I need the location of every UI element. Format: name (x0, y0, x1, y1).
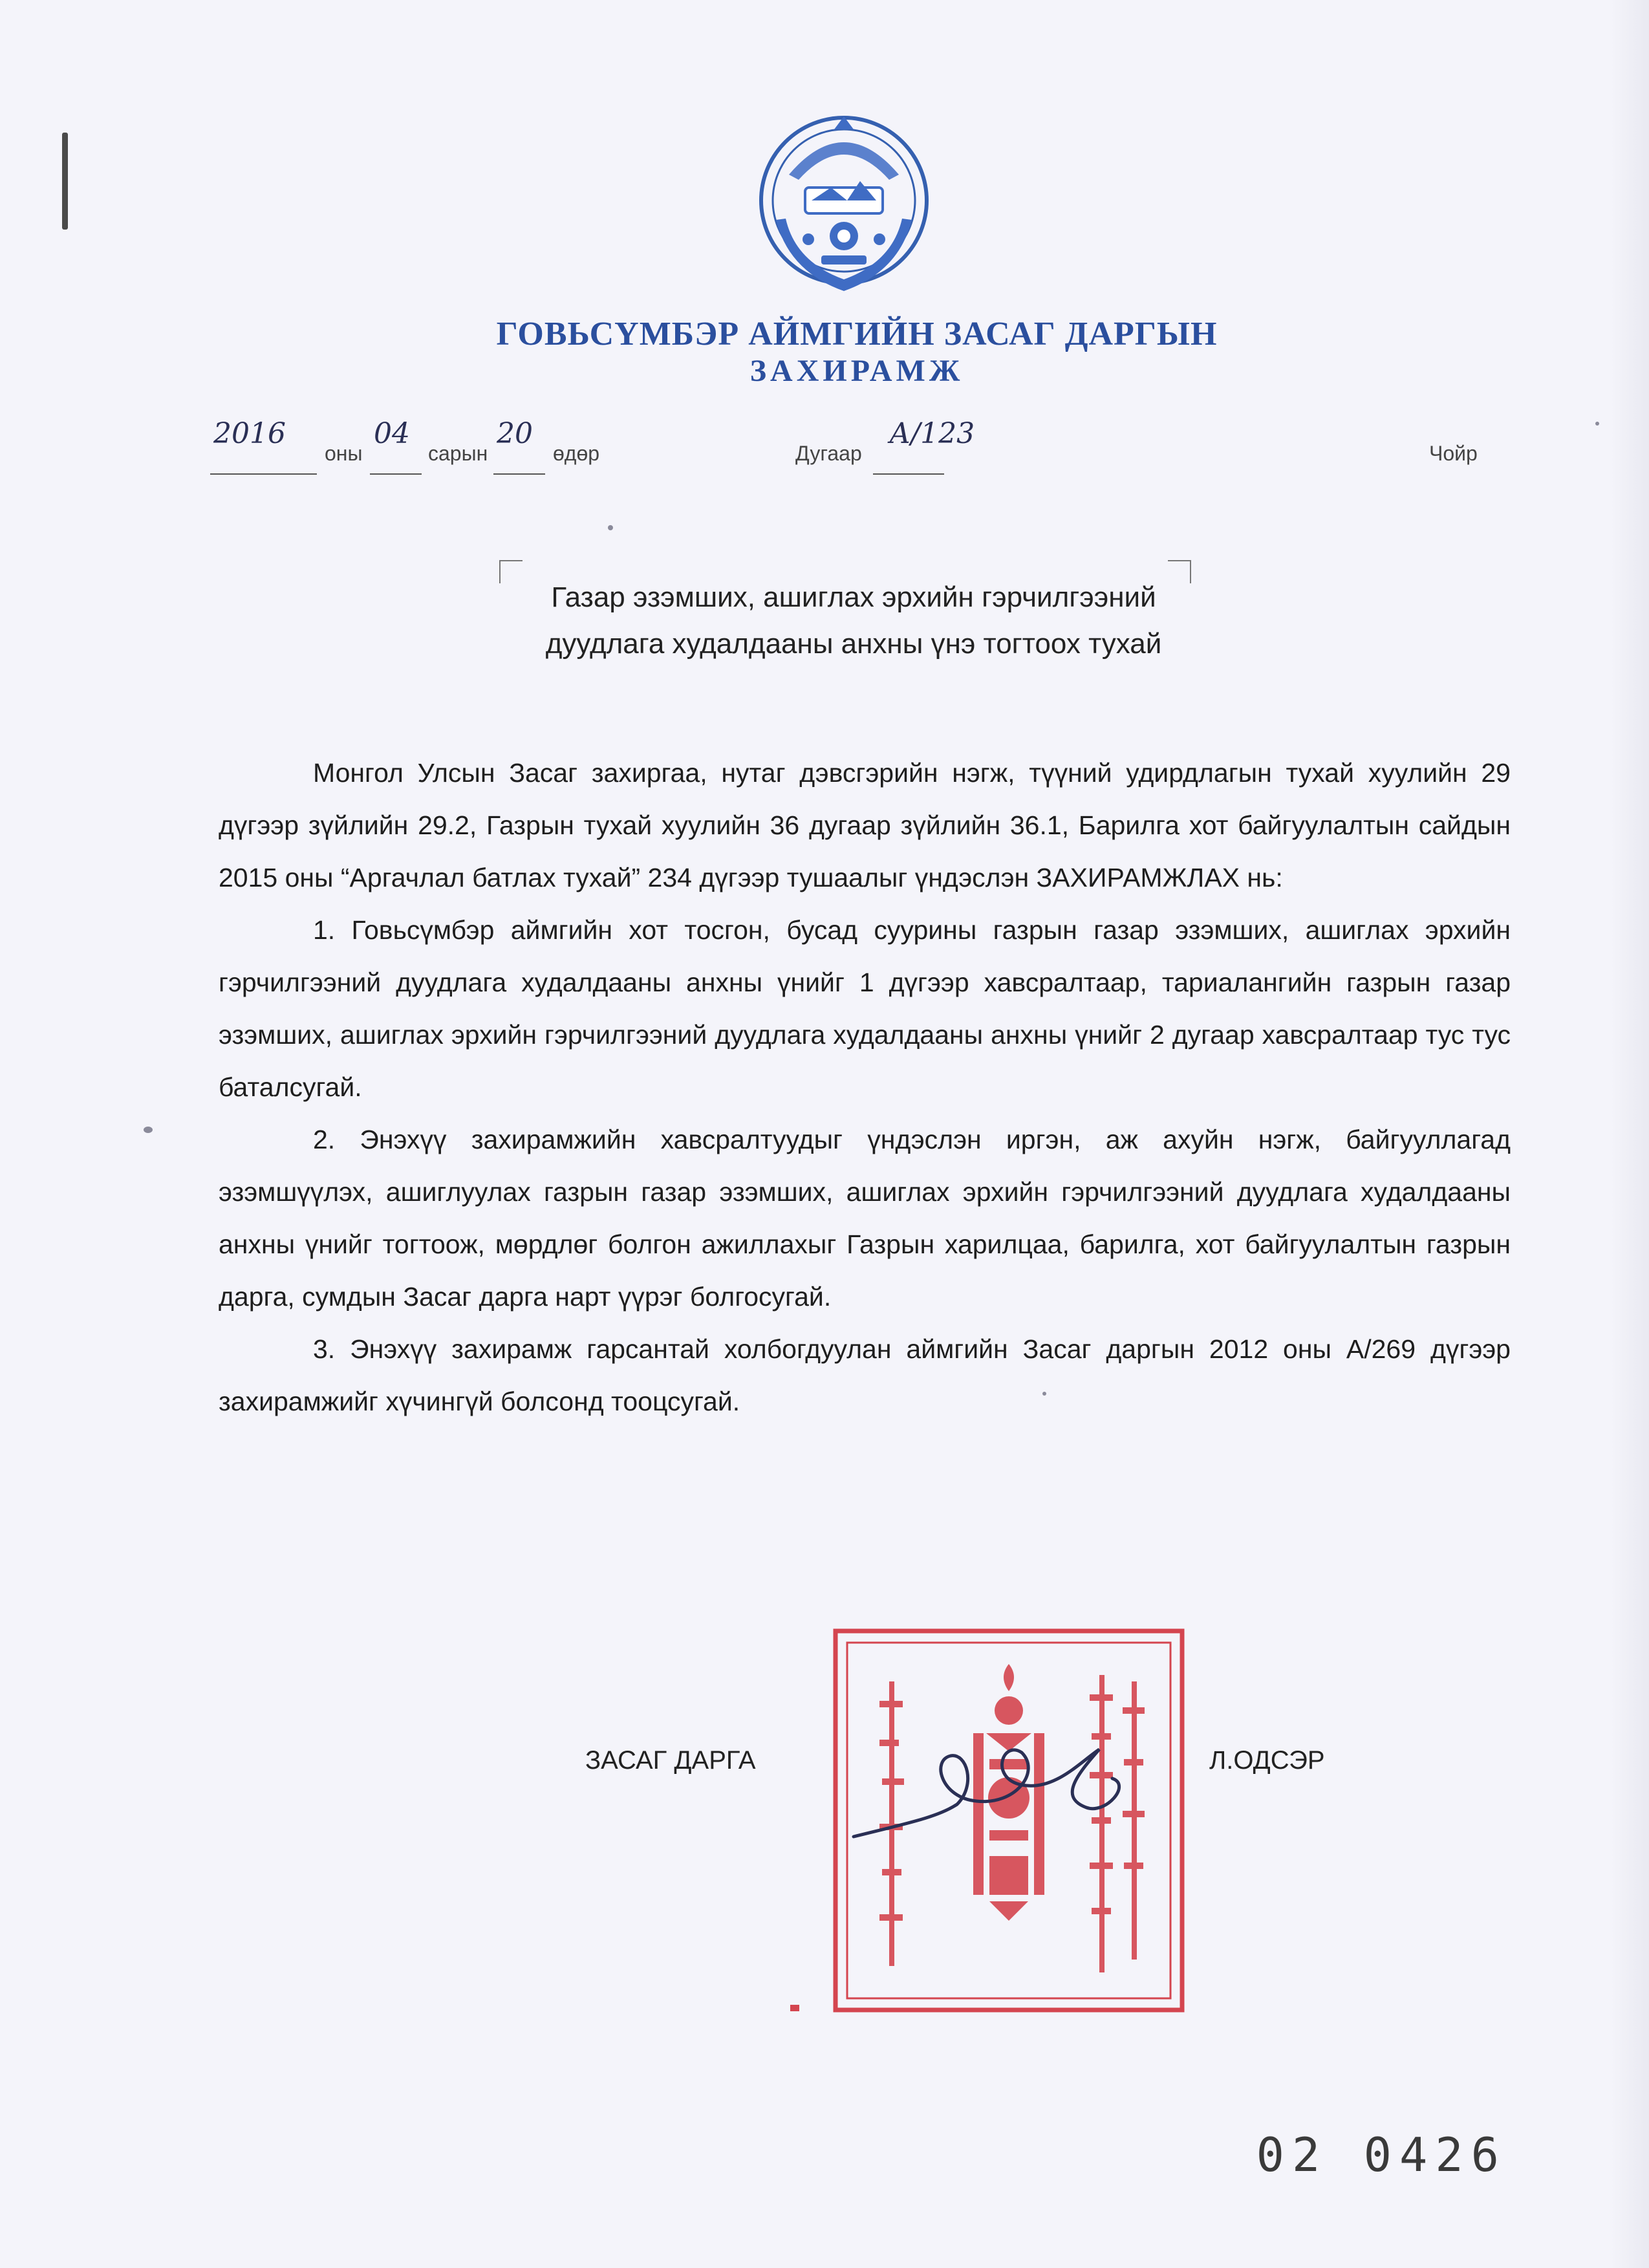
preamble-paragraph: Монгол Улсын Засаг захиргаа, нутаг дэвсгэрийн нэгж, түүний удирдлагын тухай хуулийн 29 дүгээр зүйлийн 29.2, Газрын тухай хуулийн 36 дугаар зүйлийн 36.1, Барилга хот байгуулалтын сайдын 2015 оны “Аргачлал батлах тухай” 234 дүгээр тушаалыг үндэслэн ЗАХИРАМЖЛАХ нь: (219, 758, 1511, 892)
day-handwritten: 20 (497, 417, 533, 450)
subject-heading (511, 574, 1196, 667)
page-edge-shadow (1610, 0, 1649, 2268)
scan-speck (144, 1127, 153, 1133)
signatory-title: ЗАСАГ ДАРГА (585, 1746, 756, 1775)
scan-speck (608, 525, 613, 530)
subject-line-2: дуудлага худалдааны анхны үнэ тогтоох тухай (545, 628, 1162, 660)
day-label: өдөр (553, 442, 600, 465)
item-1-paragraph: 1. Говьсүмбэр аймгийн хот тосгон, бусад суурины газрын газар эзэмших, ашиглах эрхийн гэрчилгээний дуудлага худалдааны анхны үнийг 1 дүгээр хавсралтаар, тариалангийн газрын газар эзэмших, ашиглах эрхийн гэрчилгээний дуудлага худалдааны анхны үнийг 2 дугаар хавсралтаар тус тус баталсугай. (219, 915, 1511, 1102)
year-underline (210, 473, 317, 475)
item-3-paragraph: 3. Энэхүү захирамж гарсантай холбогдуулан аймгийн Засаг даргын 2012 оны А/269 дүгээр захирамжийг хүчингүй болсонд тооцсугай. (219, 1334, 1511, 1416)
state-emblem-icon (750, 103, 938, 310)
number-handwritten: А/123 (889, 417, 975, 450)
year-handwritten: 2016 (213, 417, 286, 450)
date-number-line (0, 417, 1649, 482)
official-seal-stamp-icon (828, 1623, 1190, 2018)
registration-number: 02 0426 (1256, 2128, 1507, 2182)
subject-line-1: Газар эзэмших, ашиглах эрхийн гэрчилгээний (551, 581, 1156, 613)
day-underline (493, 473, 545, 475)
year-label: оны (325, 442, 363, 465)
item-2-paragraph: 2. Энэхүү захирамжийн хавсралтуудыг үндэслэн иргэн, аж ахуйн нэгж, байгууллагад эзэмшүүлэх, ашиглуулах газрын газар эзэмших, ашиглах эрхийн гэрчилгээний дуудлага худалдааны анхны үнийг тогтоож, мөрдлөг болгон ажиллахыг Газрын харилцаа, барилга, хот байгуулалтын газрын дарга, сумдын Засаг дарга нарт үүрэг болгосугай. (219, 1125, 1511, 1312)
stamp-ink-mark (790, 2005, 799, 2011)
document-type: ЗАХИРАМЖ (749, 354, 964, 388)
place-label: Чойр (1429, 442, 1478, 465)
signatory-name: Л.ОДСЭР (1209, 1746, 1325, 1775)
number-label: Дугаар (795, 442, 862, 465)
scan-speck (1595, 422, 1599, 426)
month-underline (370, 473, 422, 475)
number-underline (873, 473, 944, 475)
scan-speck (1042, 1392, 1046, 1396)
binder-mark (62, 133, 68, 230)
document-body (219, 747, 1511, 1428)
month-label: сарын (428, 442, 488, 465)
issuer-title: ГОВЬСҮМБЭР АЙМГИЙН ЗАСАГ ДАРГЫН (496, 316, 1218, 352)
month-handwritten: 04 (374, 417, 410, 450)
